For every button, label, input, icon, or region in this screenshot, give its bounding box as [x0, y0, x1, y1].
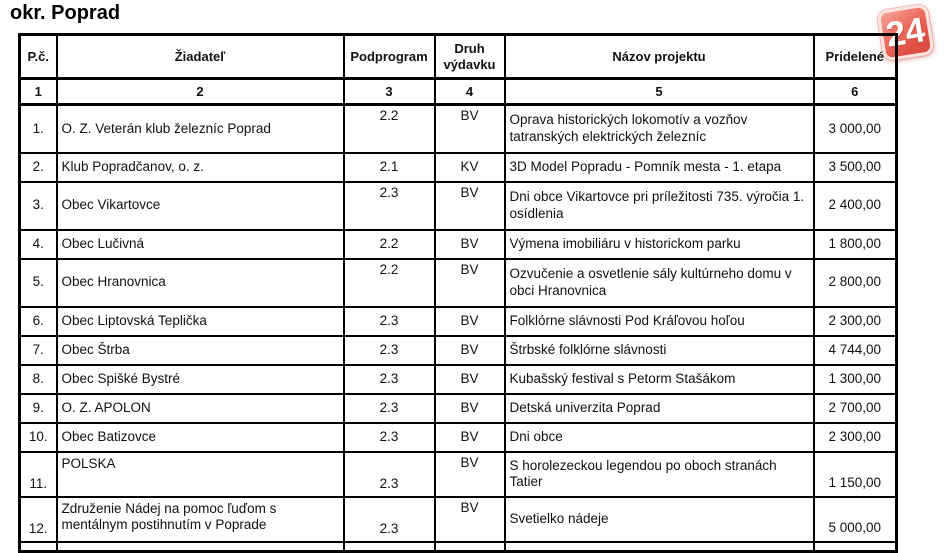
- cell-expense: BV: [435, 394, 505, 423]
- table-row: [20, 182, 897, 230]
- table-row: [20, 105, 897, 153]
- column-header-no: P.č.: [20, 35, 57, 79]
- cell-expense: BV: [435, 423, 505, 452]
- page-title: okr. Poprad: [10, 2, 121, 24]
- table-row: [20, 423, 897, 452]
- cell-amount: 2 400,00: [814, 182, 897, 230]
- cell-subprogram: 2.3: [344, 497, 435, 542]
- column-index-subprogram: 3: [344, 79, 435, 105]
- header-row: [20, 35, 897, 79]
- cutoff-cell: [20, 542, 57, 552]
- cell-project: Dni obce Vikartovce pri príležitosti 735. výročia 1. osídlenia: [505, 182, 814, 230]
- cell-project: Výmena imobiliáru v historickom parku: [505, 230, 814, 259]
- column-index-expense: 4: [435, 79, 505, 105]
- cell-project: S horolezeckou legendou po oboch stranách Tatier: [505, 452, 814, 497]
- column-header-project: Názov projektu: [505, 35, 814, 79]
- cell-applicant: Združenie Nádej na pomoc ľuďom s mentálnym postihnutím v Poprade: [57, 497, 344, 542]
- cell-no: 12.: [20, 497, 57, 542]
- cell-project: 3D Model Popradu - Pomník mesta - 1. etapa: [505, 153, 814, 182]
- cell-amount: 3 000,00: [814, 105, 897, 153]
- cell-no: 6.: [20, 307, 57, 336]
- cell-applicant: O. Z. Veterán klub železníc Poprad: [57, 105, 344, 153]
- grants-table: [18, 33, 898, 553]
- table-row: [20, 259, 897, 307]
- cutoff-cell: [435, 542, 505, 552]
- cell-expense: BV: [435, 182, 505, 230]
- cell-no: 10.: [20, 423, 57, 452]
- cell-expense: BV: [435, 365, 505, 394]
- cell-amount: 4 744,00: [814, 336, 897, 365]
- table-row: [20, 452, 897, 497]
- cell-expense: BV: [435, 307, 505, 336]
- cell-amount: 2 700,00: [814, 394, 897, 423]
- cell-subprogram: 2.2: [344, 259, 435, 307]
- cell-subprogram: 2.3: [344, 394, 435, 423]
- grants-table-body: [20, 35, 897, 552]
- cell-applicant: Klub Popradčanov, o. z.: [57, 153, 344, 182]
- cell-expense: BV: [435, 230, 505, 259]
- table-row: [20, 153, 897, 182]
- cutoff-cell: [57, 542, 344, 552]
- column-header-subprogram: Podprogram: [344, 35, 435, 79]
- cell-applicant: Obec Spišké Bystré: [57, 365, 344, 394]
- cell-project: Detská univerzita Poprad: [505, 394, 814, 423]
- cell-no: 3.: [20, 182, 57, 230]
- cell-subprogram: 2.1: [344, 153, 435, 182]
- cell-project: Ozvučenie a osvetlenie sály kultúrneho domu v obci Hranovnica: [505, 259, 814, 307]
- cell-applicant: O. Z. APOLON: [57, 394, 344, 423]
- cutoff-row-stub: [20, 542, 897, 552]
- cell-amount: 1 800,00: [814, 230, 897, 259]
- table-row: [20, 307, 897, 336]
- cutoff-cell: [344, 542, 435, 552]
- cell-expense: BV: [435, 497, 505, 542]
- cell-subprogram: 2.2: [344, 105, 435, 153]
- cell-no: 11.: [20, 452, 57, 497]
- cell-applicant: Obec Lučivná: [57, 230, 344, 259]
- cell-project: Dni obce: [505, 423, 814, 452]
- column-index-project: 5: [505, 79, 814, 105]
- table-row: [20, 336, 897, 365]
- column-index-amount: 6: [814, 79, 897, 105]
- cell-amount: 2 300,00: [814, 307, 897, 336]
- cell-amount: 3 500,00: [814, 153, 897, 182]
- cell-subprogram: 2.3: [344, 182, 435, 230]
- cell-applicant: Obec Liptovská Teplička: [57, 307, 344, 336]
- cell-expense: BV: [435, 259, 505, 307]
- cell-subprogram: 2.3: [344, 423, 435, 452]
- table-row: [20, 230, 897, 259]
- column-header-applicant: Žiadateľ: [57, 35, 344, 79]
- cutoff-cell: [505, 542, 814, 552]
- cell-project: Oprava historických lokomotív a vozňov tatranských elektrických železníc: [505, 105, 814, 153]
- cell-subprogram: 2.3: [344, 452, 435, 497]
- table-row: [20, 365, 897, 394]
- cell-subprogram: 2.3: [344, 336, 435, 365]
- cell-no: 8.: [20, 365, 57, 394]
- cell-project: Folklórne slávnosti Pod Kráľovou hoľou: [505, 307, 814, 336]
- cell-subprogram: 2.2: [344, 230, 435, 259]
- column-header-expense: Druh výdavku: [435, 35, 505, 79]
- cell-expense: BV: [435, 336, 505, 365]
- cell-expense: KV: [435, 153, 505, 182]
- cell-expense: BV: [435, 452, 505, 497]
- cell-no: 5.: [20, 259, 57, 307]
- cell-project: Svetielko nádeje: [505, 497, 814, 542]
- cell-no: 9.: [20, 394, 57, 423]
- cell-project: Štrbské folklórne slávnosti: [505, 336, 814, 365]
- cell-no: 2.: [20, 153, 57, 182]
- column-index-no: 1: [20, 79, 57, 105]
- column-index-applicant: 2: [57, 79, 344, 105]
- cell-expense: BV: [435, 105, 505, 153]
- cell-applicant: Obec Štrba: [57, 336, 344, 365]
- cell-amount: 2 300,00: [814, 423, 897, 452]
- cell-applicant: Obec Batizovce: [57, 423, 344, 452]
- cell-subprogram: 2.3: [344, 365, 435, 394]
- cell-subprogram: 2.3: [344, 307, 435, 336]
- cell-applicant: Obec Hranovnica: [57, 259, 344, 307]
- cell-no: 7.: [20, 336, 57, 365]
- table-row: [20, 497, 897, 542]
- cell-amount: 1 150,00: [814, 452, 897, 497]
- cell-amount: 1 300,00: [814, 365, 897, 394]
- column-header-amount: Pridelené: [814, 35, 897, 79]
- column-index-row: [20, 79, 897, 105]
- cell-amount: 5 000,00: [814, 497, 897, 542]
- cell-applicant: Obec Vikartovce: [57, 182, 344, 230]
- grants-table-wrap: [18, 33, 898, 553]
- logo-24-text: 24: [883, 10, 928, 55]
- table-row: [20, 394, 897, 423]
- cell-amount: 2 800,00: [814, 259, 897, 307]
- cell-project: Kubašský festival s Petorm Stašákom: [505, 365, 814, 394]
- cell-no: 1.: [20, 105, 57, 153]
- cell-no: 4.: [20, 230, 57, 259]
- cutoff-cell: [814, 542, 897, 552]
- cell-applicant: POLSKA: [57, 452, 344, 497]
